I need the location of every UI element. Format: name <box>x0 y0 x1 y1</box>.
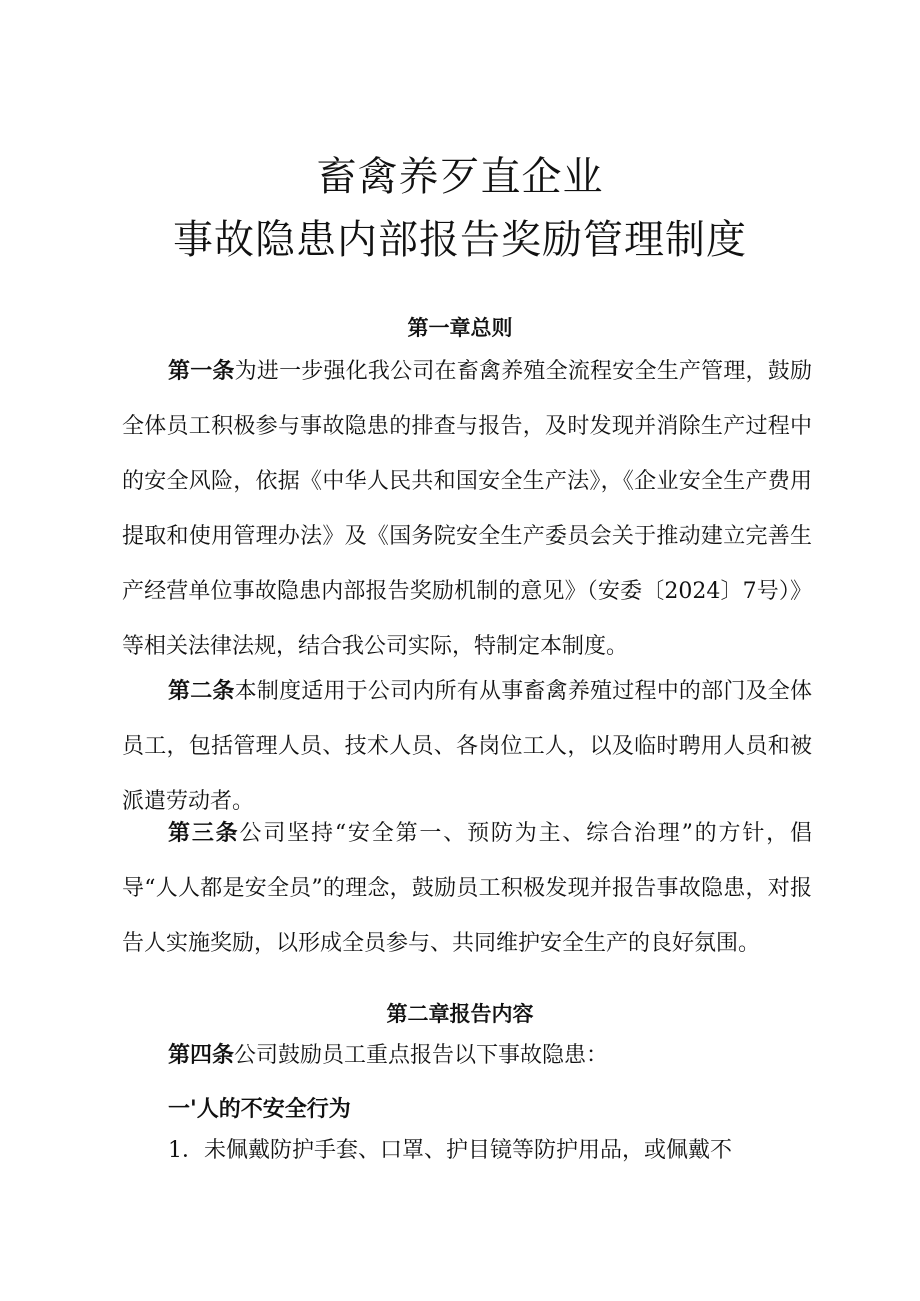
article-text: 公司鼓励员工重点报告以下事故隐患： <box>234 1043 609 1068</box>
article-label: 第一条 <box>168 359 235 384</box>
article-label: 第四条 <box>168 1043 235 1068</box>
document-title-line2: 事故隐患内部报告奖励管理制度 <box>173 217 747 263</box>
article-paragraph <box>122 344 812 674</box>
article-text: 公司坚持“安全第一、预防为主、综合治理”的方针，倡导“人人都是安全员”的理念，鼓励员工积极发现并报告事故隐患，对报告人实施奖励，以形成全员参与、共同维护安全生产的良好氛围。 <box>122 821 812 956</box>
section-subheading: 一'人的不安全行为 <box>168 1097 351 1122</box>
article-text: 本制度适用于公司内所有从事畜禽养殖过程中的部门及全体员工，包括管理人员、技术人员、各岗位工人，以及临时聘用人员和被派遣劳动者。 <box>122 679 812 814</box>
chapter-heading: 第一章总则 <box>407 316 513 340</box>
article-text: 为进一步强化我公司在畜禽养殖全流程安全生产管理，鼓励全体员工积极参与事故隐患的排查与报告，及时发现并消除生产过程中的安全风险，依据《中华人民共和国安全生产法》，《企业安全生产费用提取和使用管理办法》及《国务院安全生产委员会关于推动建立完善生产经营单位事故隐患内部报告奖励机制的意见》（安委〔2024〕7号）》等相关法律法规，结合我公司实际，特制定本制度。 <box>122 359 812 659</box>
article-label: 第三条 <box>168 821 240 846</box>
article-label: 第二条 <box>168 679 235 704</box>
article-paragraph <box>122 1028 812 1083</box>
document-title-line1: 畜禽养歹直企业 <box>316 154 604 200</box>
chapter-heading: 第二章报告内容 <box>386 1002 534 1026</box>
article-paragraph <box>122 664 812 829</box>
article-paragraph <box>122 806 812 971</box>
list-item: 1．未佩戴防护手套、口罩、护目镜等防护用品，或佩戴不 <box>168 1138 732 1163</box>
